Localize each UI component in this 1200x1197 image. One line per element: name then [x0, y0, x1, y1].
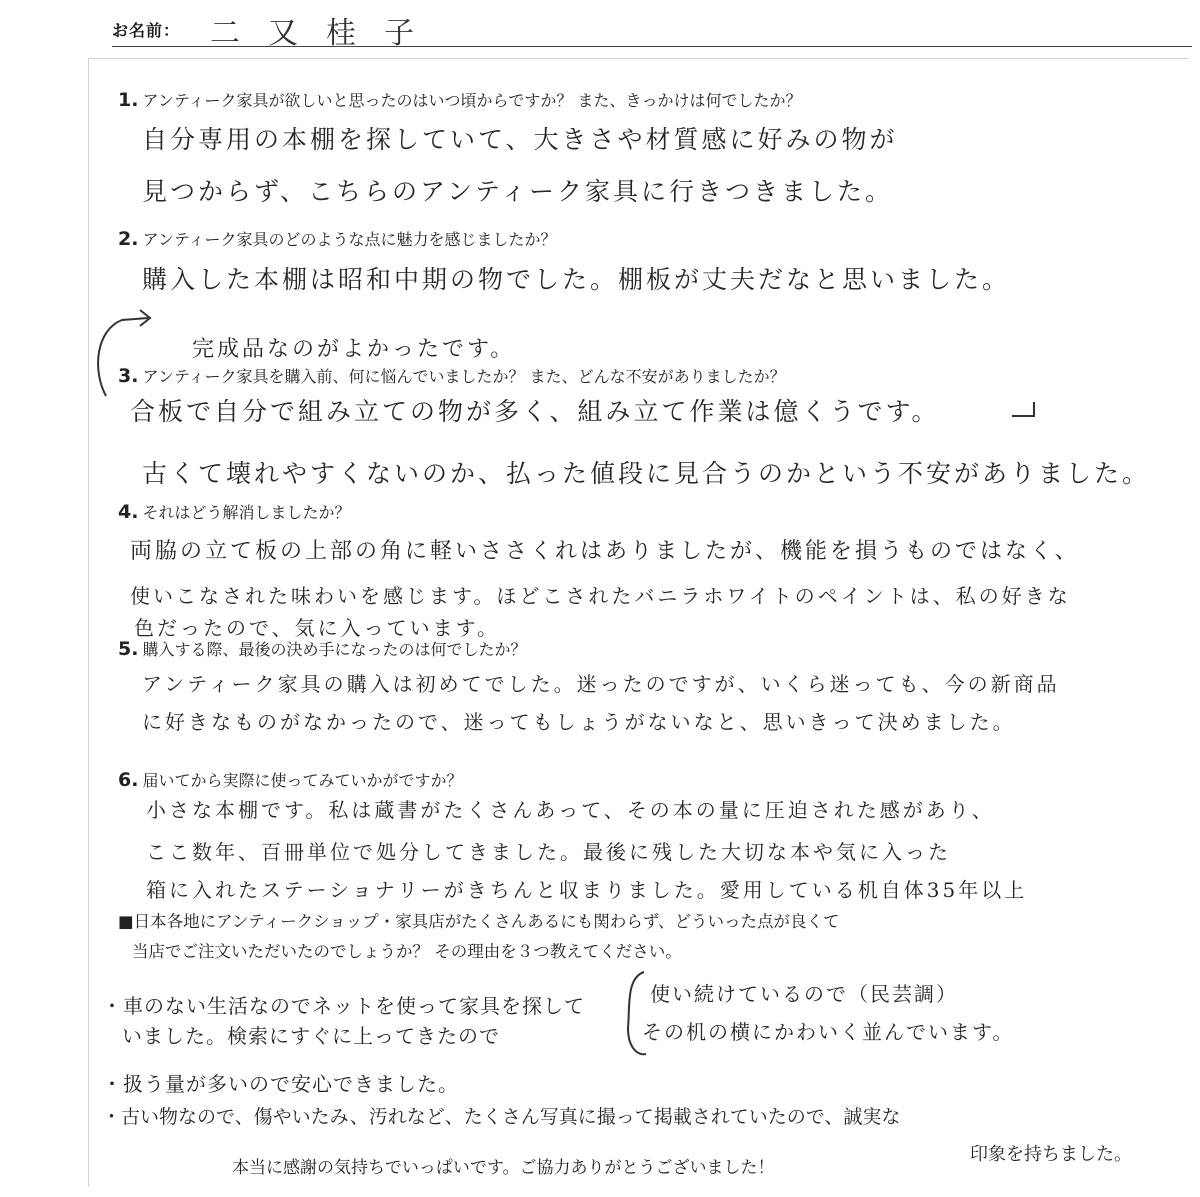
reason-1-line-2: いました。検索にすぐに上ってきたので: [122, 1024, 500, 1048]
name-value: 二又桂子: [210, 16, 442, 51]
question-4: [118, 500, 350, 523]
reason-right-line-2: その机の横にかわいく並んでいます。: [642, 1020, 1015, 1044]
reason-2: ・扱う量が多いので安心できました。: [102, 1072, 459, 1096]
name-row: [112, 8, 1192, 51]
question-4-text: それはどう解消しましたか？: [142, 503, 351, 522]
reason-3-continued: 印象を持ちました。: [970, 1144, 1132, 1165]
question-6-number: 6.: [118, 769, 139, 791]
reason-3: ・古い物なので、傷やいたみ、汚れなど、たくさん写真に撮って掲載されていたので、誠実な: [102, 1106, 901, 1128]
reason-right-line-1: 使い続けているので（民芸調）: [650, 982, 958, 1006]
answer-3-insert-note: 完成品なのがよかったです。: [192, 337, 516, 362]
answer-4-line-2: 使いこなされた味わいを感じます。ほどこされたバニラホワイトのペイントは、私の好きな: [130, 584, 1071, 608]
insert-mark-icon: [1008, 400, 1038, 420]
question-3: [118, 364, 786, 387]
reason-1-line-1: ・車のない生活なのでネットを使って家具を探して: [102, 994, 585, 1018]
question-2-text: アンティーク家具のどのような点に魅力を感じましたか？: [142, 230, 557, 249]
closing-thanks: 本当に感謝の気持ちでいっぱいです。ご協力ありがとうございました！: [232, 1158, 775, 1178]
answer-1-line-2: 見つからず、こちらのアンティーク家具に行きつきました。: [142, 177, 894, 206]
answer-3-line-2: 古くて壊れやすくないのか、払った値段に見合うのかという不安がありました。: [142, 459, 1151, 488]
continuation-bracket-icon: [620, 968, 650, 1060]
reasons-question-line-1: ■日本各地にアンティークショップ・家具店がたくさんあるにも関わらず、どういった点が良くて: [118, 912, 840, 931]
question-6: [118, 768, 462, 791]
answer-5-line-2: に好きなものがなかったので、迷ってもしょうがないなと、思いきって決めました。: [142, 710, 1016, 734]
answer-5-line-1: アンティーク家具の購入は初めてでした。迷ったのですが、いくら迷っても、今の新商品: [142, 672, 1060, 696]
question-4-number: 4.: [118, 501, 139, 523]
question-1: [118, 88, 801, 111]
question-2: [118, 227, 557, 250]
answer-6-line-3: 箱に入れたステーショナリーがきちんと収まりました。愛用している机自体35年以上: [146, 878, 1028, 902]
answer-6-line-2: ここ数年、百冊単位で処分してきました。最後に残した大切な本や気に入った: [146, 840, 951, 864]
answer-4-line-3: 色だったので、気に入っています。: [134, 616, 500, 640]
name-label: お名前：: [112, 21, 181, 40]
name-underline: [112, 46, 1192, 47]
question-2-number: 2.: [118, 228, 139, 250]
question-3-text: アンティーク家具を購入前、何に悩んでいましたか？ また、どんな不安がありましたか？: [142, 367, 786, 386]
answer-3-line-1: 合板で自分で組み立ての物が多く、組み立て作業は億くうです。: [130, 397, 940, 426]
question-6-text: 届いてから実際に使ってみていかがですか？: [142, 771, 463, 790]
question-3-number: 3.: [118, 365, 139, 387]
question-1-text: アンティーク家具が欲しいと思ったのはいつ頃からですか？ また、きっかけは何でしたか？: [142, 91, 802, 110]
answer-2-line-1: 購入した本棚は昭和中期の物でした。棚板が丈夫だなと思いました。: [142, 265, 1011, 294]
answer-6-line-1: 小さな本棚です。私は蔵書がたくさんあって、その本の量に圧迫された感があり、: [146, 798, 995, 822]
reasons-question-line-2: 当店でご注文いただいたのでしょうか？ その理由を３つ教えてください。: [132, 942, 682, 961]
answer-1-line-1: 自分専用の本棚を探していて、大きさや材質感に好みの物が: [142, 125, 898, 154]
question-5-text: 購入する際、最後の決め手になったのは何でしたか？: [142, 640, 527, 659]
question-1-number: 1.: [118, 89, 139, 111]
answer-4-line-1: 両脇の立て板の上部の角に軽いささくれはありましたが、機能を損うものではなく、: [130, 539, 1080, 564]
question-5-number: 5.: [118, 638, 139, 660]
question-5: [118, 637, 526, 660]
